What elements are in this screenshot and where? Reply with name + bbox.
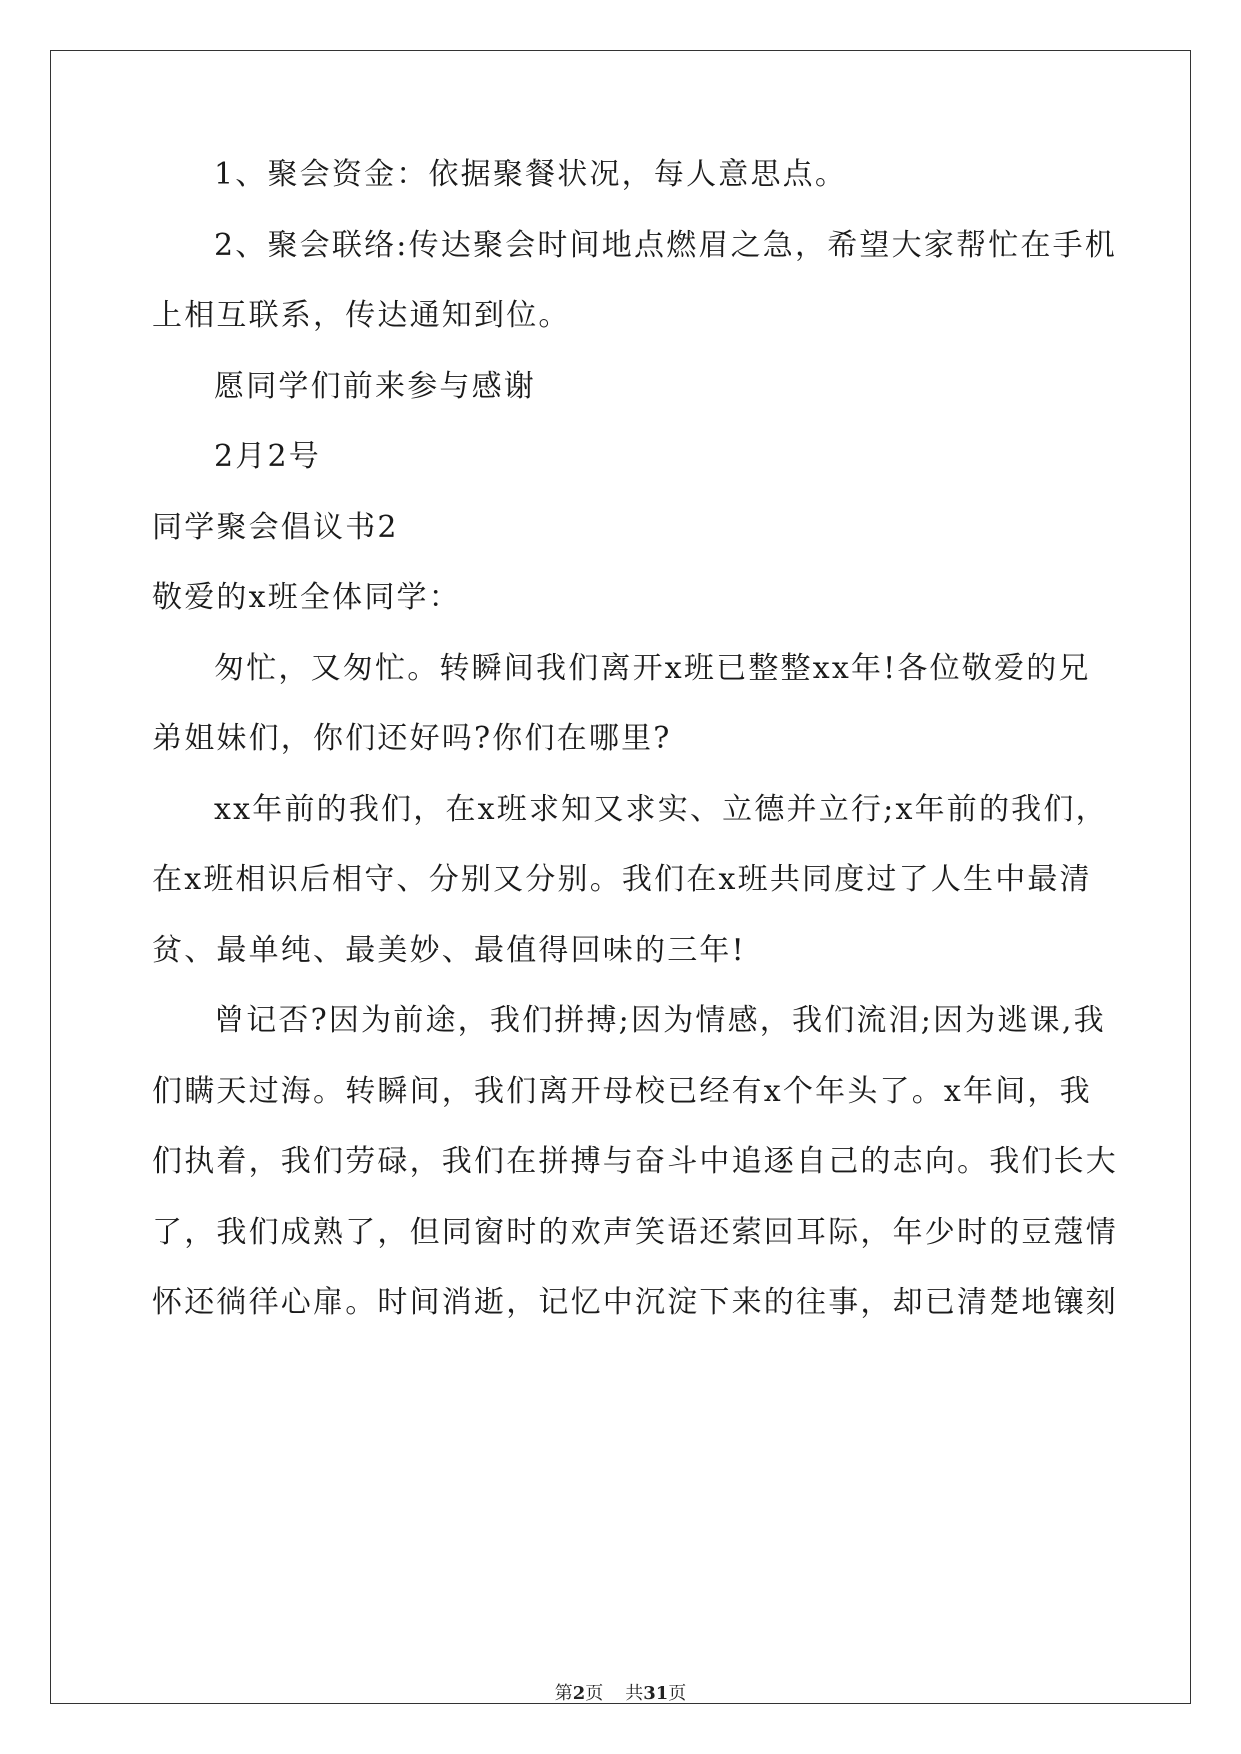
paragraph-2-line-3: 贫、最单纯、最美妙、最值得回味的三年! [152, 933, 746, 968]
paragraph-3-line-4: 了，我们成熟了，但同窗时的欢声笑语还萦回耳际，年少时的豆蔻情 [152, 1215, 1118, 1250]
paragraph-thanks: 愿同学们前来参与感谢 [214, 369, 536, 404]
paragraph-3-line-1: 曾记否?因为前途，我们拼搏;因为情感，我们流泪;因为逃课,我 [214, 1003, 1106, 1038]
footer-total-unit: 页 [668, 1683, 687, 1704]
footer-prefix: 第 [554, 1683, 573, 1704]
paragraph-1-line-2: 弟姐妹们，你们还好吗?你们在哪里? [152, 721, 672, 756]
paragraph-1-line-1: 匆忙，又匆忙。转瞬间我们离开x班已整整xx年!各位敬爱的兄 [214, 651, 1091, 686]
paragraph-3-line-2: 们瞒天过海。转瞬间，我们离开母校已经有x个年头了。x年间，我 [152, 1074, 1092, 1109]
page-number: 2 [572, 1683, 586, 1704]
paragraph-3-line-5: 怀还徜徉心扉。时间消逝，记忆中沉淀下来的往事，却已清楚地镶刻 [152, 1285, 1118, 1320]
footer-page-unit: 页 [585, 1683, 604, 1704]
paragraph-funds: 1、聚会资金：依据聚餐状况，每人意思点。 [214, 157, 848, 192]
section-heading: 同学聚会倡议书2 [152, 510, 399, 545]
paragraph-contact-cont: 上相互联系，传达通知到位。 [152, 298, 571, 333]
paragraph-date: 2月2号 [214, 439, 321, 474]
footer-total-prefix: 共 [625, 1683, 644, 1704]
paragraph-2-line-2: 在x班相识后相守、分别又分别。我们在x班共同度过了人生中最清 [152, 862, 1092, 897]
total-pages: 31 [643, 1683, 669, 1704]
paragraph-2-line-1: xx年前的我们，在x班求知又求实、立德并立行;x年前的我们， [214, 792, 1108, 827]
paragraph-contact: 2、聚会联络:传达聚会时间地点燃眉之急，希望大家帮忙在手机 [214, 228, 1117, 263]
page-footer [0, 1683, 1241, 1705]
salutation: 敬爱的x班全体同学： [152, 580, 461, 615]
paragraph-3-line-3: 们执着，我们劳碌，我们在拼搏与奋斗中追逐自己的志向。我们长大 [152, 1144, 1118, 1179]
